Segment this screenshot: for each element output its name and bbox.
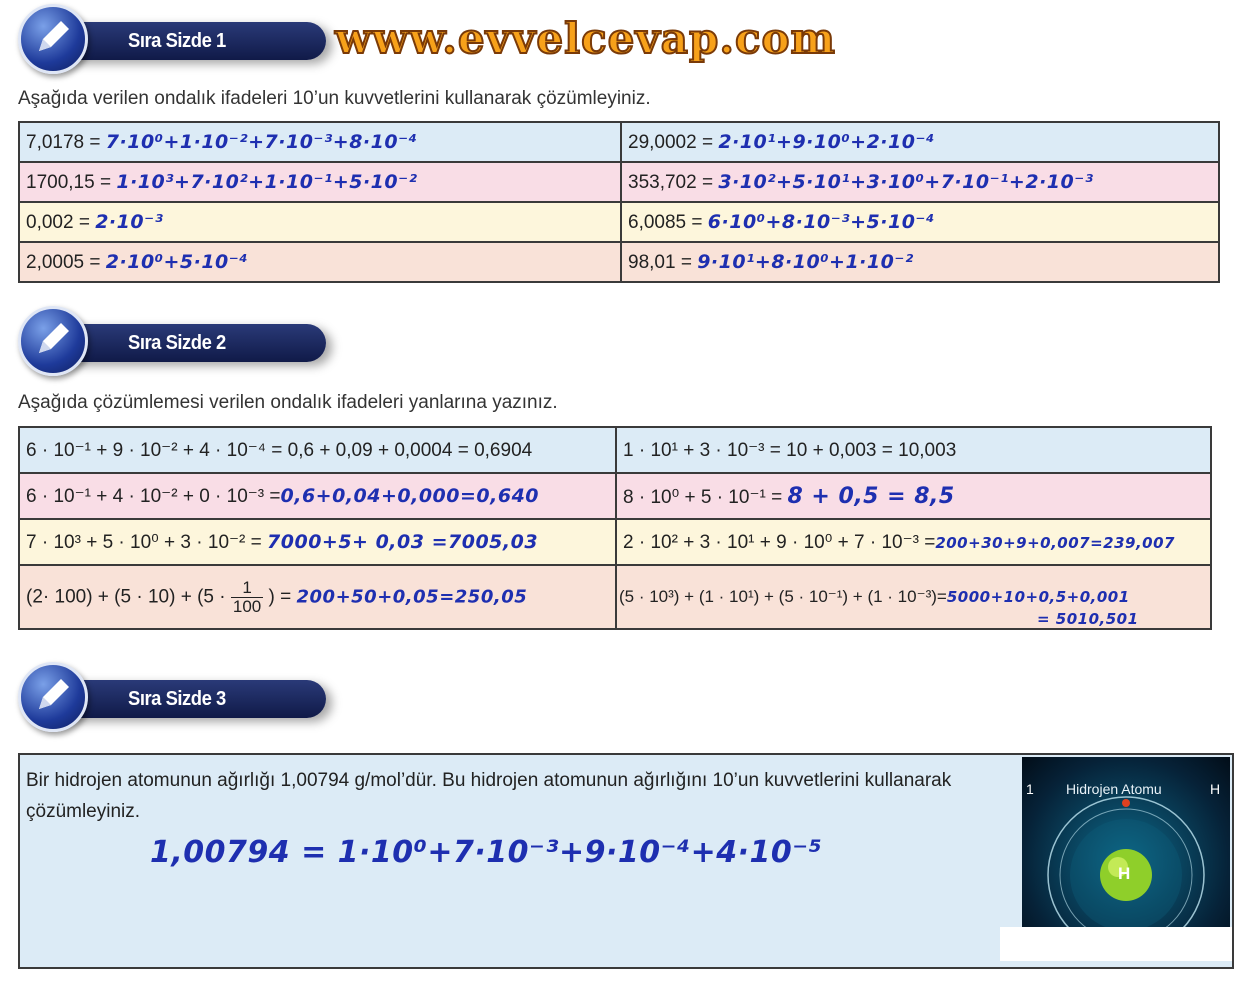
row-label: 6,0085 = bbox=[628, 211, 703, 233]
table-row bbox=[19, 565, 1211, 629]
section1-table bbox=[18, 121, 1220, 283]
expression: (5 · 10³) + (1 · 10¹) + (5 · 10⁻¹) + (1 · 10⁻³)= bbox=[619, 587, 947, 606]
table-row bbox=[19, 162, 1219, 202]
pencil-icon bbox=[18, 4, 88, 74]
handwritten-answer-line2: = 5010,501 bbox=[1037, 610, 1139, 628]
expression: 2 · 10² + 3 · 10¹ + 9 · 10⁰ + 7 · 10⁻³ = bbox=[623, 531, 936, 553]
table-row bbox=[19, 473, 1211, 519]
expression: (2· 100) + (5 · 10) + (5 · bbox=[26, 586, 226, 608]
handwritten-answer: 2·10⁻³ bbox=[95, 210, 164, 233]
section3-header-badge bbox=[18, 662, 338, 732]
atom-image-title: Hidrojen Atomu bbox=[1066, 781, 1162, 797]
row-label: 0,002 = bbox=[26, 211, 90, 233]
row-label: 353,702 = bbox=[628, 171, 714, 193]
table-row bbox=[19, 242, 1219, 282]
section2-table bbox=[18, 426, 1212, 630]
table-row bbox=[19, 202, 1219, 242]
expression: 6 · 10⁻¹ + 4 · 10⁻² + 0 · 10⁻³ = bbox=[26, 485, 281, 507]
handwritten-answer: 1·10³+7·10²+1·10⁻¹+5·10⁻² bbox=[116, 170, 418, 193]
row-label: 1700,15 = bbox=[26, 171, 112, 193]
row-label: 2,0005 = bbox=[26, 251, 101, 273]
section1-header: Sıra Sizde 1 bbox=[128, 30, 226, 52]
handwritten-answer: 7000+5+ 0,03 =7005,03 bbox=[267, 530, 539, 553]
handwritten-answer: 2·10¹+9·10⁰+2·10⁻⁴ bbox=[718, 130, 935, 153]
pencil-icon bbox=[18, 306, 88, 376]
expression: ) = bbox=[268, 586, 292, 608]
section3-header: Sıra Sizde 3 bbox=[128, 688, 226, 710]
expression: 1 · 10¹ + 3 · 10⁻³ = 10 + 0,003 = 10,003 bbox=[623, 439, 957, 461]
handwritten-answer: 9·10¹+8·10⁰+1·10⁻² bbox=[697, 250, 914, 273]
handwritten-answer: 1,00794 = 1·10⁰+7·10⁻³+9·10⁻⁴+4·10⁻⁵ bbox=[150, 835, 823, 870]
handwritten-answer: 5000+10+0,5+0,001 bbox=[946, 588, 1130, 606]
handwritten-answer: 200+30+9+0,007=239,007 bbox=[935, 533, 1175, 552]
expression: 8 · 10⁰ + 5 · 10⁻¹ = bbox=[623, 486, 783, 508]
expression: 6 · 10⁻¹ + 9 · 10⁻² + 4 · 10⁻⁴ = 0,6 + 0,09 + 0,0004 = 0,6904 bbox=[26, 439, 533, 461]
handwritten-answer: 2·10⁰+5·10⁻⁴ bbox=[105, 250, 249, 273]
row-label: 29,0002 = bbox=[628, 131, 714, 153]
nucleus-label: H bbox=[1118, 864, 1131, 883]
atomic-number: 1 bbox=[1026, 781, 1034, 797]
section2-header: Sıra Sizde 2 bbox=[128, 332, 226, 354]
element-symbol: H bbox=[1210, 781, 1221, 797]
section2-instruction: Aşağıda çözümlemesi verilen ondalık ifadeleri yanlarına yazınız. bbox=[18, 392, 558, 413]
section2-header-badge bbox=[18, 306, 338, 376]
handwritten-answer: 0,6+0,04+0,000=0,640 bbox=[280, 484, 540, 507]
fraction bbox=[231, 579, 263, 616]
table-row bbox=[19, 122, 1219, 162]
row-label: 7,0178 = bbox=[26, 131, 101, 153]
handwritten-answer: 7·10⁰+1·10⁻²+7·10⁻³+8·10⁻⁴ bbox=[105, 130, 418, 153]
table-row bbox=[19, 519, 1211, 565]
image-mask bbox=[1000, 927, 1232, 961]
expression: 7 · 10³ + 5 · 10⁰ + 3 · 10⁻² = bbox=[26, 531, 262, 553]
table-row bbox=[19, 427, 1211, 473]
section1-instruction: Aşağıda verilen ondalık ifadeleri 10’un kuvvetlerini kullanarak çözümleyiniz. bbox=[18, 88, 651, 109]
fraction-denominator: 100 bbox=[232, 596, 262, 616]
section1-header-badge bbox=[18, 4, 338, 74]
handwritten-answer: 3·10²+5·10¹+3·10⁰+7·10⁻¹+2·10⁻³ bbox=[718, 170, 1094, 193]
section3-question: Bir hidrojen atomunun ağırlığı 1,00794 g/mol’dür. Bu hidrojen atomunun ağırlığını 10’un kuvvetlerini kullanarak çözümleyiniz. bbox=[26, 770, 952, 822]
watermark-text: www.evvelcevap.com bbox=[335, 14, 836, 63]
handwritten-answer: 6·10⁰+8·10⁻³+5·10⁻⁴ bbox=[707, 210, 935, 233]
handwritten-answer: 200+50+0,05=250,05 bbox=[296, 586, 528, 608]
hydrogen-atom-image bbox=[1022, 757, 1230, 929]
fraction-numerator: 1 bbox=[231, 579, 263, 598]
pencil-icon bbox=[18, 662, 88, 732]
handwritten-answer: 8 + 0,5 = 8,5 bbox=[787, 483, 955, 509]
row-label: 98,01 = bbox=[628, 251, 692, 273]
